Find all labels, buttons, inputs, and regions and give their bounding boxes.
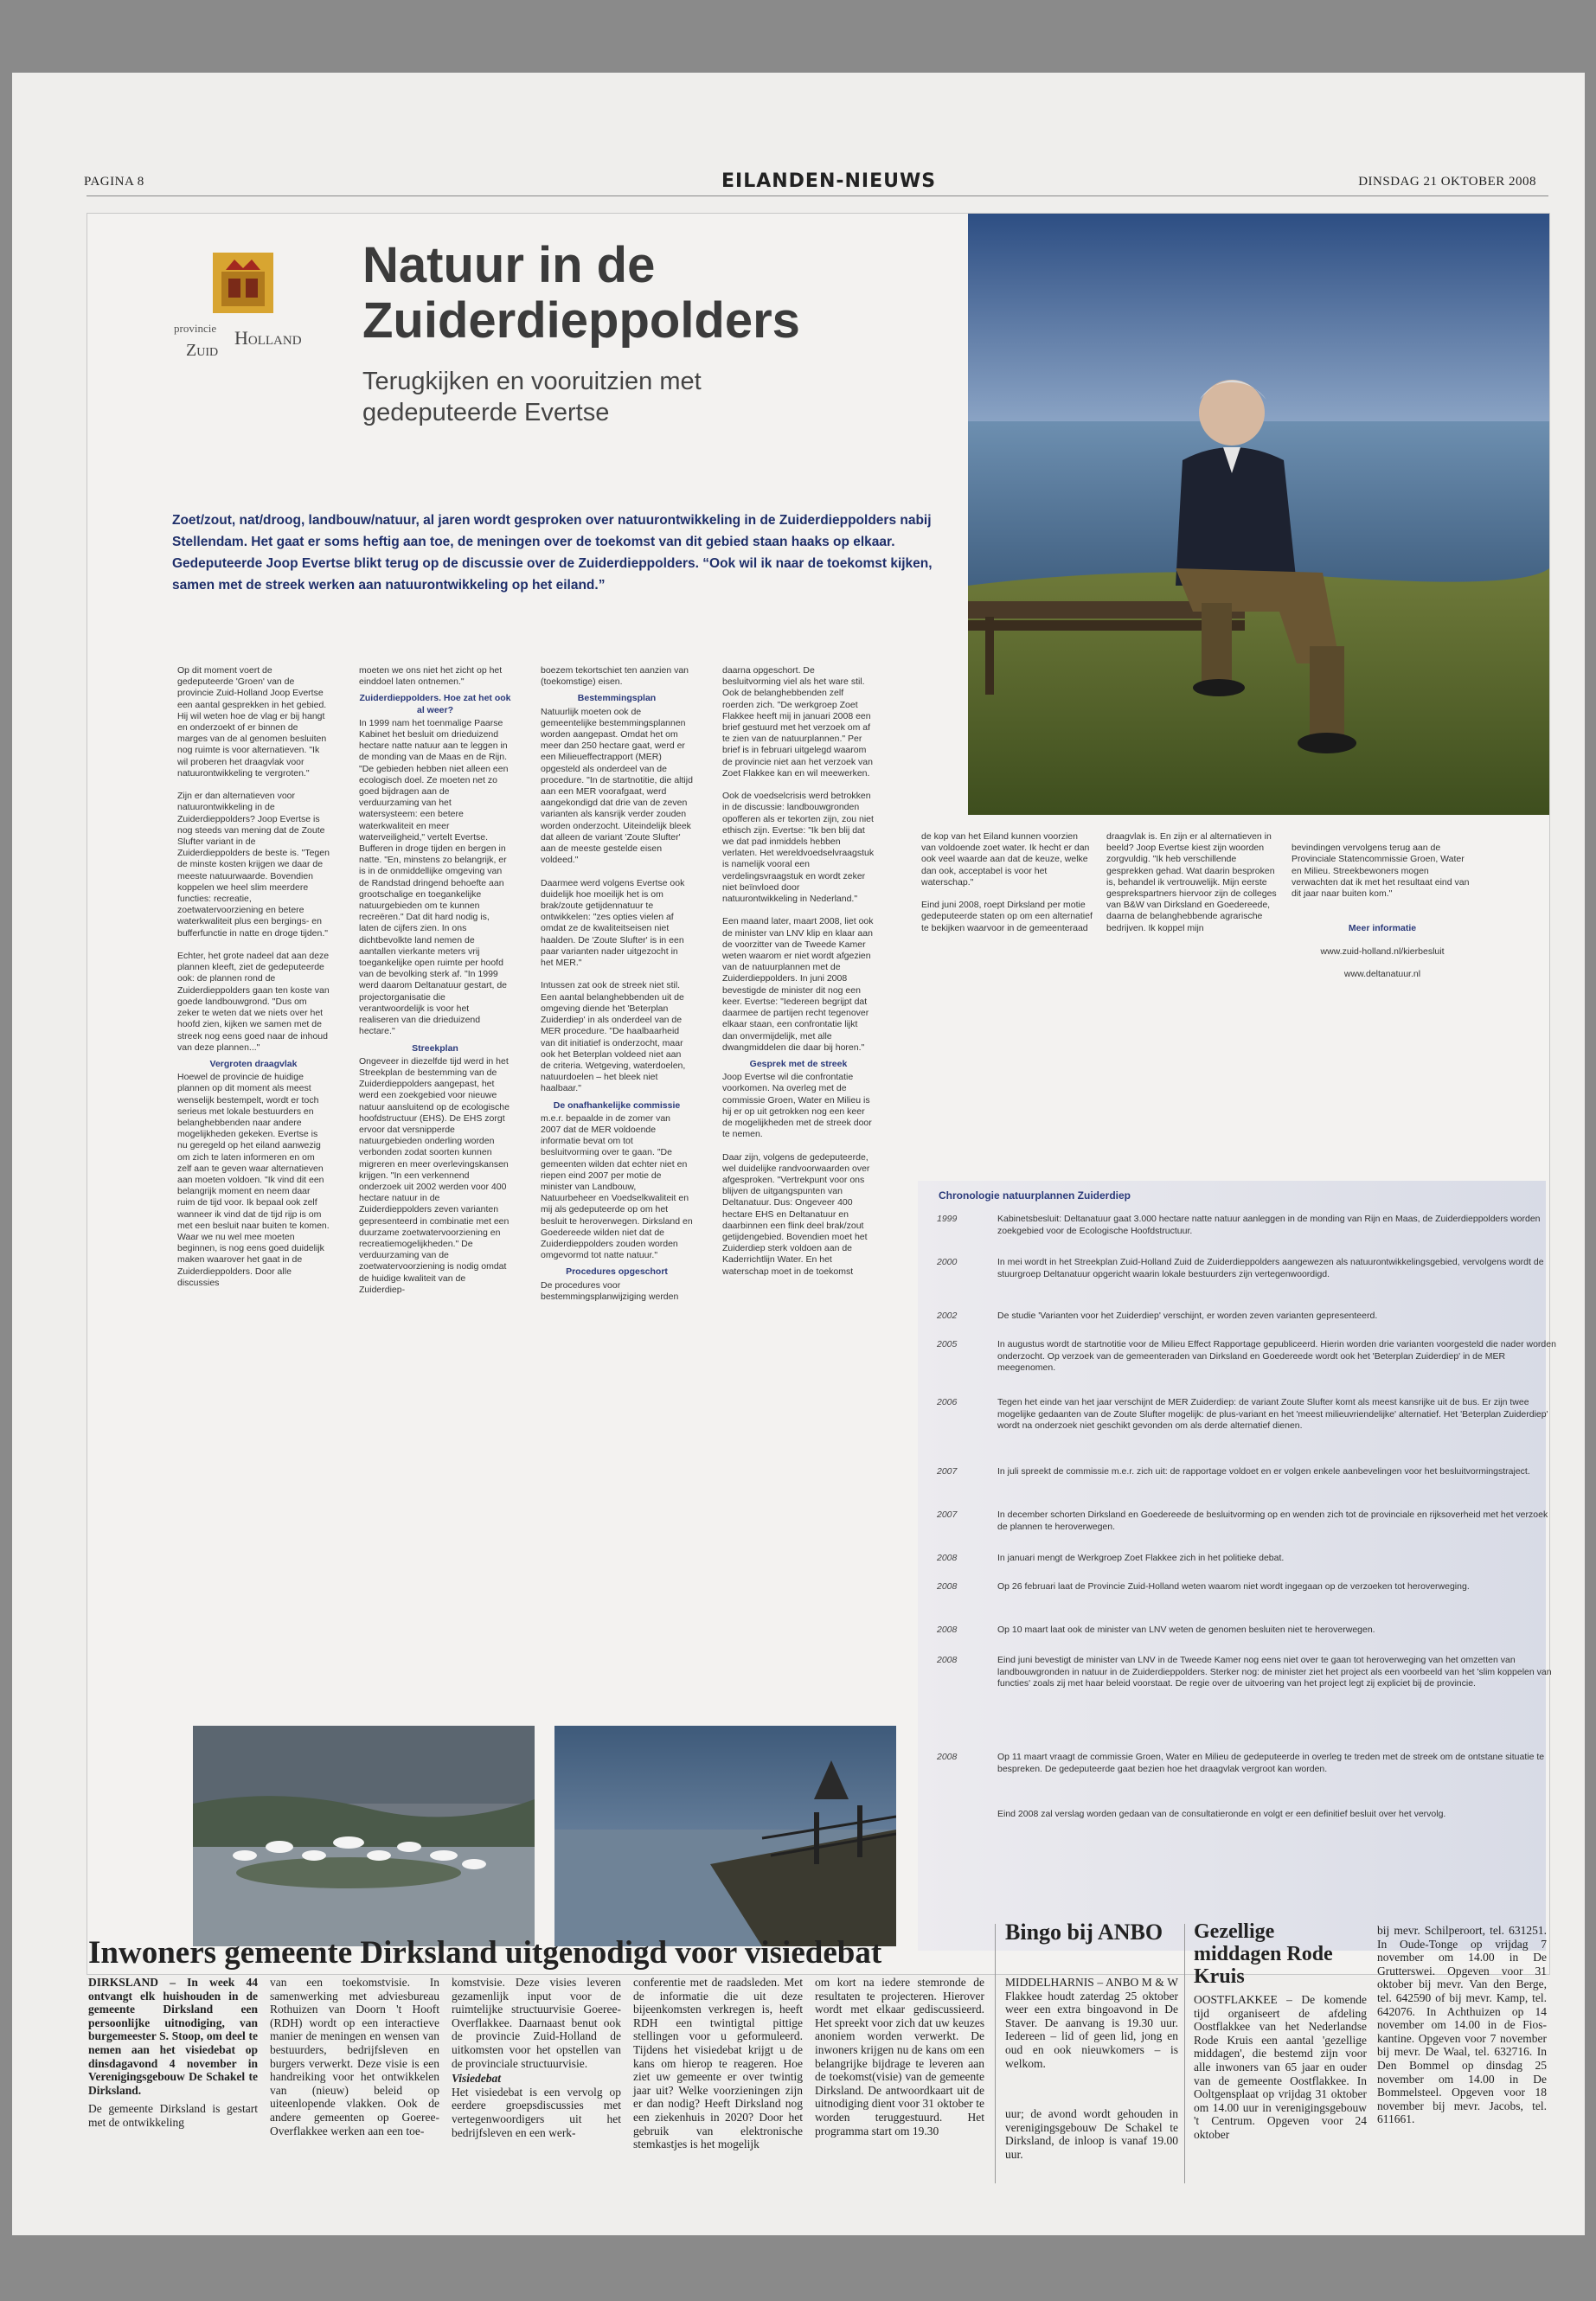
bottom-column-5: om kort na iedere stemronde de resultaten te projecteren. Hierover wordt met elkaar gediscussieerd. Het spreekt voor zich dat uw keuzes anoniem worden verwerkt. De inwoners krijgen nu de kans om een belangrijke bijdrage te leveren aan de toekomst(visie) van de gemeente Dirksland. De antwoordkaart uit de uitnodiging dient voor 31 oktober te worden teruggestuurd. Het programma start om 19.30 bbox=[815, 1976, 984, 2138]
column-divider bbox=[1184, 1924, 1185, 2183]
chronology-text: Eind juni bevestigt de minister van LNV in de Tweede Kamer nog eens niet over te gaan tot heroverweging van het omzetten van landbouwgronden in natuur in de Zuiderdieppolders. Sterker nog: de minister ziet het project als een voorbeeld van het 'slim koppelen van functies' zoals zij met haar beleid voorstaat. De regie over de uitvoering van het project legt zij expliciet bij de provincie. bbox=[997, 1655, 1552, 1689]
chronology-year: 2005 bbox=[937, 1339, 958, 1349]
chronology-text: Eind 2008 zal verslag worden gedaan van de consultatieronde en volgt er een definitief besluit over het vervolg. bbox=[997, 1809, 1446, 1819]
chronology-year: 2008 bbox=[937, 1655, 958, 1665]
masthead: EILANDEN-NIEUWS bbox=[721, 170, 937, 192]
chronology-text: Op 10 maart laat ook de minister van LNV weten de genomen besluiten niet te heroverwegen. bbox=[997, 1625, 1375, 1635]
article-column-4 bbox=[722, 665, 875, 1278]
article-column-5: de kop van het Eiland kunnen voorzien van voldoende zoet water. Ik hecht er dan ook veel waarde aan dat de keuze, welke dan ook, acceptabel is voor het waterschap." Eind juni 2008, roept Dirksland per motie gedeputeerde staten op om een alternatief te bekijken waarvoor in de gemeenteraad bbox=[921, 831, 1093, 933]
bingo-title: Bingo bij ANBO bbox=[1005, 1920, 1163, 1945]
rode-kruis-text: OOSTFLAKKEE – De komende tijd organiseert de afdeling Oostflakkee van het Nederlandse Rode Kruis een aantal 'gezellige middagen', die bestemd zijn voor alle inwoners van 65 jaar en ouder van de gemeente Oostflakkee. In Ooltgensplaat op vrijdag 31 oktober om 14.00 uur in verenigingsgebouw 't Centrum. Opgeven voor 24 oktober bbox=[1194, 1993, 1367, 2141]
coat-of-arms-icon bbox=[213, 253, 273, 313]
province-logo bbox=[174, 253, 312, 374]
chronology-box bbox=[918, 1181, 1556, 1951]
col3b-text: Natuurlijk moeten ook de gemeentelijke bestemmingsplannen worden aangepast. Omdat het om meer dan 250 hectare gaat, werd er een Milieueffectrapport (MER) opgesteld als onderdeel van de procedure. "In de startnotitie, die altijd aan een MER voorafgaat, werd aangekondigd dat drie van de zeven varianten als kansrijk verder zouden worden onderzocht. Uiteindelijk bleek dat alleen de variant 'Zoute Slufter' aan de meeste gestelde eisen voldeed." Daarmee werd volgens Evertse ook duidelijk hoe moeilijk het is om brak/zoute getijdennatuur te ontwikkelen: "zes opties vielen af omdat ze de kwaliteitseisen niet haalden. De 'Zoute Slufter' is in een paar varianten nader uitgezocht in het MER." Intussen zat ook de streek niet stil. Een aantal belanghebbenden uit de omgeving diende het 'Beterplan Zuiderdiep' in als onderdeel van de MER procedure. "De haalbaarheid van dit initiatief is onderzocht, maar ook het Beterplan voldeed niet aan de criteria. Wetgeving, waterdoelen, natuurdoelen – het bleek niet haalbaar." bbox=[541, 706, 693, 1094]
feature-lead: Zoet/zout, nat/droog, landbouw/natuur, al jaren wordt gesproken over natuurontwikkeling in de Zuiderdieppolders nabij Stellendam. Het gaat er soms heftig aan toe, de meningen over de toekomst van dit gebied staan haaks op elkaar. Gedeputeerde Joop Evertse blikt terug op de discussie over de Zuiderdieppolders. “Ook wil ik naar de toekomst kijken, samen met de streek werken aan natuurontwikkeling op het eiland.” bbox=[172, 513, 933, 593]
chronology-text: Op 26 februari laat de Provincie Zuid-Holland weten waarom niet wordt ingegaan op de verzoeken tot heroverweging. bbox=[997, 1581, 1470, 1592]
spoonbills-photo-image bbox=[193, 1726, 535, 1946]
chronology-text: De studie 'Varianten voor het Zuiderdiep' verschijnt, er worden zeven varianten gepresenteerd. bbox=[997, 1311, 1378, 1321]
article-column-2 bbox=[359, 665, 511, 1296]
bottom-column-4: conferentie met de raadsleden. Met de informatie die uit deze bijeenkomsten verkregen is, heeft RDH een twintigtal pittige stellingen voor u geformuleerd. Tijdens het visiedebat krijgt u de kans om hierop te reageren. Hoe ziet uw gemeente er over twintig jaar uit? Welke voorzieningen zijn er dan nodig? Heeft Dirksland nog een ziekenhuis in 2020? Door het gebruik van elektronische stemkastjes is het mogelijk bbox=[633, 1976, 803, 2151]
polder-photo-image bbox=[554, 1726, 896, 1946]
chronology-text: Kabinetsbesluit: Deltanatuur gaat 3.000 hectare natte natuur aanleggen in de monding van Rijn en Maas, de Zuiderdieppolders worden zoekgebied voor de Ecologische Hoofdstructuur. bbox=[997, 1214, 1541, 1236]
logo-provincie: provincie bbox=[174, 322, 217, 335]
col7-text: bevindingen vervolgens terug aan de Provinciale Statencommissie Groen, Water en Milieu. Streekbewoners mogen verwachten dat ik met het resultaat eind van dit jaar naar buiten kom." bbox=[1292, 843, 1470, 900]
chronology-year: 1999 bbox=[937, 1214, 958, 1224]
spoonbills-photo bbox=[193, 1726, 535, 1946]
col1b-text: Hoewel de provincie de huidige plannen op dit moment als meest wenselijk bestempelt, wordt er toch serieus met lokale bestuurders en belanghebbenden naar andere mogelijkheden gekeken. Evertse is nu geregeld op het eiland aanwezig om zich te laten informeren en om zelf aan te geven waar alternatieven aan moeten voldoen. "Ik vind dit een belangrijk moment en neem daar ruim de tijd voor. Ik bepaal ook zelf wanneer ik vind dat de tijd rijp is om met een besluit naar buiten te komen. Waar we nu wel mee moeten beginnen, is nog eens goed duidelijk maken waarover het gaat in de Zuiderdieppolders. Door alle discussies bbox=[177, 1072, 330, 1288]
chronology-year: 2008 bbox=[937, 1581, 958, 1592]
polder-photo bbox=[554, 1726, 896, 1946]
bottom-c1: De gemeente Dirksland is gestart met de ontwikkeling bbox=[88, 2102, 258, 2129]
article-column-1 bbox=[177, 665, 330, 1289]
chronology-text: In mei wordt in het Streekplan Zuid-Holland Zuid de Zuiderdieppolders aangewezen als natuurontwikkelingsgebied, vervolgens wordt de stuurgroep Deltanatuur opgericht waarin lokale bestuurders zijn vertegenwoordigd. bbox=[997, 1257, 1544, 1279]
chronology-text: In augustus wordt de startnotitie voor de Milieu Effect Rapportage gepubliceerd. Hierin worden drie varianten voorgesteld die nader worden onderzocht. Op verzoek van de gemeenteraden van Dirksland en Goedereede wordt ook het 'Beterplan Zuiderdiep' in de MER meegenomen. bbox=[997, 1339, 1556, 1373]
logo-holland: Holland bbox=[234, 327, 302, 349]
subhead-gesprek-met-de-streek: Gesprek met de streek bbox=[749, 1058, 848, 1069]
subhead-procedures-opgeschort: Procedures opgeschort bbox=[566, 1266, 668, 1278]
bottom-c3a: komstvisie. Deze visies leveren gezamenlijk input voor de ruimtelijke structuurvisie Goeree-Overflakkee. Daarnaast benut ook de provincie Zuid-Holland de uitkomsten voor het opstellen van de provinciale structuurvisie. bbox=[452, 1976, 621, 2070]
bingo-text: MIDDELHARNIS – ANBO M & W Flakkee houdt zaterdag 25 oktober weer een extra bingoavond in De Staver. De aanvang is 19.30 uur. Iedereen – lid of geen lid, jong en oud en ook nieuwkomers – is welkom. bbox=[1005, 1976, 1178, 2070]
chronology-year: 2000 bbox=[937, 1257, 958, 1267]
article-column-3 bbox=[541, 665, 693, 1303]
feature-article bbox=[87, 213, 1556, 1975]
chronology-year: 2008 bbox=[937, 1553, 958, 1563]
chronology-year: 2008 bbox=[937, 1625, 958, 1635]
info-link-zuid-holland[interactable]: www.zuid-holland.nl/kierbesluit bbox=[1320, 945, 1445, 957]
feature-subtitle: Terugkijken en vooruitzien met gedeputeerde Evertse bbox=[362, 368, 702, 426]
evertse-photo bbox=[968, 214, 1549, 815]
rode-kruis-text-2: bij mevr. Schilperoort, tel. 631251. In Oude-Tonge op vrijdag 7 november om 14.00 in De Grutterswei. Opgeven voor 31 oktober bij mevr. Van den Berge, tel. 642590 of bij mevr. Kamp, tel. 642076. In Achthuizen op 14 november om 14.00 in de Fios-kantine. Opgeven voor 7 november bij mevr. De Waal, tel. 632716. In Den Bommel op dinsdag 25 november om 14.00 in De Bommelsteel. Opgeven voor 18 november bij mevr. Jacobs, tel. 611661. bbox=[1377, 1924, 1547, 2126]
chronology-text: In juli spreekt de commissie m.e.r. zich uit: de rapportage voldoet en er volgen enkele aanbevelingen voor het besluitvormingstraject. bbox=[997, 1466, 1530, 1477]
bottom-lead: DIRKSLAND – In week 44 ontvangt elk huishouden in de gemeente Dirksland een persoonlijke uitnodiging, van burgemeester S. Stoop, om deel te nemen aan het visiedebat op dinsdagavond 4 november in Verenigingsgebouw De Schakel te Dirksland. bbox=[88, 1976, 258, 2097]
col3d-text: De procedures voor bestemmingsplanwijziging werden bbox=[541, 1279, 679, 1302]
col4b-text: Joop Evertse wil die confrontatie voorkomen. Na overleg met de commissie Groen, Water en Milieu is hij er op uit getrokken nog een keer de mogelijkheden met de streek door te nemen. Daar zijn, volgens de gedeputeerde, wel duidelijke randvoorwaarden over afgesproken. "Vertrekpunt voor ons blijven de uitgangspunten van Deltanatuur. Dus: Ongeveer 400 hectare EHS en Deltanatuur en daarbinnen een flink deel brak/zout getijdengebied. Bovendien moet het Zuiderdiep sterk voldoen aan de Kaderrichtlijn Water. En het waterschap moet in de toekomst bbox=[722, 1072, 872, 1277]
subhead-hoe-zat-het: Zuiderdieppolders. Hoe zat het ook al weer? bbox=[359, 693, 511, 715]
subhead-onafhankelijke-commissie: De onafhankelijke commissie bbox=[553, 1099, 681, 1111]
subhead-visiedebat: Visiedebat bbox=[452, 2072, 501, 2086]
col4a-text: daarna opgeschort. De besluitvorming viel als het ware stil. Ook de belanghebbenden zelf roerden zich. "De werkgroep Zoet Flakkee heeft mij in januari 2008 een brief gestuurd met het verzoek om af te zien van de natuurplannen." Per brief is in februari uitgelegd waarom de provincie niet aan het verzoek van Zoet Flakkee kan en wil meewerken. Ook de voedselcrisis werd betrokken in de discussie: landbouwgronden opofferen als er tekorten zijn, zou niet ethisch zijn. Evertse: "Ik ben blij dat we dat pad inmiddels hebben verlaten. Het wereldvoedselvraagstuk is namelijk vooral een verdelingsvraagstuk en wordt zeker niet beïnvloed door natuurontwikkeling in Nederland." Een maand later, maart 2008, liet ook de minister van LNV klip en klaar aan de voorzitter van de Tweede Kamer weten waarom er niet wordt afgezien van de natuurplannen met de Zuiderdieppolders. In juni 2008 bevestigde de minister dit nog een keer. Evertse: "Iedereen begrijpt dat daarmee de partijen recht tegenover elkaar staan, een confrontatie lijkt dan onvermijdelijk, met alle dwangmiddelen die daar bij horen." bbox=[722, 665, 875, 1053]
chronology-text: In december schorten Dirksland en Goedereede de besluitvorming op en wenden zich tot de provinciale en rijksoverheid met het verzoek de plannen te heroverwegen. bbox=[997, 1509, 1548, 1532]
info-link-deltanatuur[interactable]: www.deltanatuur.nl bbox=[1343, 969, 1421, 980]
col2c-text: Ongeveer in diezelfde tijd werd in het Streekplan de bestemming van de Zuiderdieppolders aangepast, het werd een zoekgebied voor nieuwe natuur aansluitend op de ecologische hoofdstructuur (EHS). De EHS zorgt ervoor dat versnipperde natuurgebieden onderling worden verbonden zodat soorten kunnen migreren en meer overlevingskansen krijgen. "In een verkennend onderzoek uit 2002 werden voor 400 hectare natuur in de Zuiderdieppolders zeven varianten gepresenteerd in combinatie met een duurzame zoetwatervoorziening en recreatiemogelijkheden." De verduurzaming van de zoetwatervoorziening is nodig omdat de huidige kwaliteit van de Zuiderdiep- bbox=[359, 1055, 510, 1295]
article-column-6: draagvlak is. En zijn er al alternatieven in beeld? Joop Evertse kiest zijn woorden zorgvuldig. "Ik heb verschillende gesprekken gehad. Wat daarin besproken is, behandel ik vertrouwelijk. Mijn eerste gesprekspartners hiervoor zijn de colleges van B&W van Dirksland en Goedereede, daarna de belanghebbende agrarische bedrijven. Ik koppel mijn bbox=[1106, 831, 1277, 933]
col3c-text: m.e.r. bepaalde in de zomer van 2007 dat de MER voldoende informatie bevat om tot besluitvorming over te gaan. "De gemeenten wilden dat echter niet en riepen eind 2007 per motie de minister van Landbouw, Natuurbeheer en Voedselkwaliteit en mij als gedeputeerde op om het besluit te heroverwegen. Dirksland en Goedereede wilden niet dat de Zuiderdieppolders zouden worden omgevormd tot natte natuur." bbox=[541, 1112, 693, 1261]
newspaper-page bbox=[12, 73, 1585, 2235]
chronology-text: In januari mengt de Werkgroep Zoet Flakkee zich in het politieke debat. bbox=[997, 1553, 1285, 1563]
title-line-2: Zuiderdieppolders bbox=[362, 292, 800, 349]
col1-text: Op dit moment voert de gedeputeerde 'Groen' van de provincie Zuid-Holland Joop Evertse een aantal gesprekken in het gebied. Hij wil weten hoe de vlag er bij hangt en onderzoekt of er binnen de marges van de al genomen besluiten nog ruimte is voor alternatieven. "Ik wil proberen het draagvlak voor natuurontwikkeling te vergroten." Zijn er dan alternatieven voor natuurontwikkeling in de Zuiderdieppolders? Joop Evertse is nog steeds van mening dat de Zoute Slufter variant in de Zuiderdieppolders de beste is. "Tegen de minste kosten krijgen we daar de meeste natuurwaarde. Bovendien koppelen we heel slim meerdere functies: recreatie, zoetwatervoorziening en betere waterkwaliteit plus een bergings- en bufferfunctie in natte en droge tijden." Echter, het grote nadeel dat aan deze plannen kleeft, ziet de gedeputeerde ook: de plannen rond de Zuiderdieppolders gaan ten koste van goede landbouwgrond. "Dus om zeker te weten dat we niets over het hoofd zien, kijken we samen met de streek nog eens goed naar de inhoud van deze plannen..." bbox=[177, 665, 330, 1053]
column-divider bbox=[995, 1924, 996, 2183]
bottom-column-3 bbox=[452, 1976, 621, 2139]
feature-title bbox=[362, 238, 800, 349]
subhead-bestemmingsplan: Bestemmingsplan bbox=[577, 693, 657, 704]
chronology-year: 2007 bbox=[937, 1466, 958, 1477]
header-rule bbox=[87, 195, 1548, 196]
bottom-column-2: van een toekomstvisie. In samenwerking met adviesbureau Rothuizen van Doorn 't Hooft (RDH) wordt op een interactieve manier de meningen en wensen van bestuurders, bedrijfsleven en burgers verwerkt. Deze visie is een handreiking voor het ontwikkelen van (nieuw) beleid op uiteenlopende vlakken. Ook de andere gemeenten op Goeree-Overflakkee werken aan een toe- bbox=[270, 1976, 439, 2138]
evertse-photo-image bbox=[968, 214, 1549, 815]
logo-zuid: Zuid bbox=[186, 341, 219, 360]
subhead-streekplan: Streekplan bbox=[412, 1042, 458, 1054]
col2a-text: moeten we ons niet het zicht op het einddoel laten ontnemen." bbox=[359, 665, 503, 688]
bingo-text-2: uur; de avond wordt gehouden in verenigingsgebouw De Schakel te Dirksland, de inloop is vanaf 19.00 uur. bbox=[1005, 2107, 1178, 2161]
bottom-headline: Inwoners gemeente Dirksland uitgenodigd voor visiedebat bbox=[88, 1935, 882, 1971]
chronology-title: Chronologie natuurplannen Zuiderdiep bbox=[939, 1189, 1131, 1202]
article-column-7 bbox=[1292, 831, 1473, 992]
chronology-text: Op 11 maart vraagt de commissie Groen, Water en Milieu de gedeputeerde in overleg te treden met de streek om de ontstane situatie te bespreken. De gedeputeerde gaat bezien hoe het draagvlak vergroot kan worden. bbox=[997, 1752, 1545, 1774]
rode-kruis-title: Gezellige middagen Rode Kruis bbox=[1194, 1920, 1333, 1988]
chronology-year: 2002 bbox=[937, 1311, 958, 1321]
col2b-text: In 1999 nam het toenmalige Paarse Kabinet het besluit om drieduizend hectare natte natuur aan te leggen in de monding van de Maas en de Rijn. "De gebieden hebben niet alleen een ecologisch doel. Ze moeten net zo goed bijdragen aan de verduurzaming van het watersysteem: een betere waterkwaliteit en meer waterveiligheid," vertelt Evertse. Bufferen in droge tijden en bergen in natte. "En, minstens zo belangrijk, er is in de onmiddellijke omgeving van de Randstad dringend behoefte aan grootschalige en toegankelijke natuurgebieden om te kunnen recreëren." Dat dit hard nodig is, laten de cijfers zien. In ons dichtbevolkte land nemen de aantallen vierkante meters vrij toegankelijke open ruimte per hoofd van de bevolking sterk af. "In 1999 werd daarom Deltanatuur gestart, de projectorganisatie die verantwoordelijk is voor het realiseren van die drieduizend hectare." bbox=[359, 717, 509, 1037]
chronology-year: 2006 bbox=[937, 1397, 958, 1407]
issue-date: DINSDAG 21 OKTOBER 2008 bbox=[1358, 175, 1536, 189]
chronology-year: 2008 bbox=[937, 1752, 958, 1762]
chronology-year: 2007 bbox=[937, 1509, 958, 1520]
col3a-text: boezem tekortschiet ten aanzien van (toekomstige) eisen. bbox=[541, 665, 689, 688]
title-line-1: Natuur in de bbox=[362, 237, 656, 293]
bottom-column-1 bbox=[88, 1976, 258, 2130]
page-number: PAGINA 8 bbox=[84, 175, 144, 189]
chronology-text: Tegen het einde van het jaar verschijnt de MER Zuiderdiep: de variant Zoute Slufter komt als meest kansrijke uit de bus. Er zijn twee mogelijke gedaanten van de Zoute Slufter mogelijk: de plus-variant en het 'meest milieuvriendelijke' alternatief. Het 'Beterplan Zuiderdiep' wordt na onderzoek niet geschikt gevonden om als derde alternatief dienen. bbox=[997, 1397, 1548, 1431]
bottom-c3b: Het visiedebat is een vervolg op eerdere groepsdiscussies met vertegenwoordigers uit het bedrijfsleven en een werk- bbox=[452, 2085, 621, 2139]
info-heading: Meer informatie bbox=[1348, 923, 1417, 934]
subhead-vergroten-draagvlak: Vergroten draagvlak bbox=[209, 1058, 298, 1069]
